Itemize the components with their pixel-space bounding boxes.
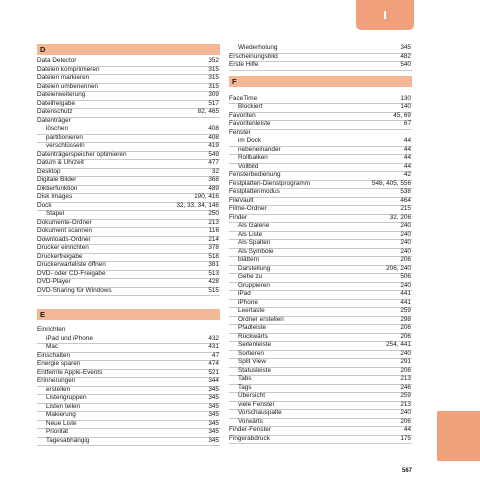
index-term: Fenster — [229, 128, 251, 136]
index-pages: 240 — [400, 239, 411, 246]
index-pages: 378 — [208, 244, 219, 251]
index-pages: 82, 465 — [197, 108, 219, 115]
index-pages: 45, 69 — [393, 111, 411, 119]
index-pages: 44 — [403, 154, 411, 161]
index-term: nebeneinander — [238, 145, 281, 153]
index-side-tab — [437, 411, 480, 461]
index-term: Festplattenmodus — [229, 188, 280, 195]
index-pages: 506 — [400, 273, 411, 280]
index-pages: 518 — [208, 252, 219, 260]
index-term: Finder-Fenster — [229, 426, 271, 433]
section-header — [229, 76, 412, 87]
index-term: Dateifreigabe — [37, 99, 76, 107]
index-term: DVD-Sharing für Windows — [37, 286, 112, 294]
index-term: Gehe zu — [238, 273, 263, 280]
index-term: Rollbalken — [238, 154, 268, 161]
index-pages: 408 — [208, 133, 219, 141]
index-term: Als Symbole — [238, 247, 274, 255]
index-term: Übersicht — [238, 392, 265, 399]
index-term: Erscheinungsbild — [229, 52, 278, 60]
index-term: Drucker einrichten — [37, 244, 89, 251]
index-term: Favoriten — [229, 111, 256, 119]
index-pages: 206 — [400, 417, 411, 425]
index-pages: 206 — [400, 366, 411, 374]
index-pages: 44 — [403, 137, 411, 144]
index-pages: 431 — [208, 343, 219, 350]
index-pages: 345 — [208, 385, 219, 393]
index-term: Darstellung — [238, 264, 271, 272]
index-term: Als Liste — [238, 230, 263, 238]
index-term: Druckerwarteliste öffnen — [37, 261, 106, 268]
index-pages: 259 — [400, 392, 411, 399]
index-pages: 419 — [208, 142, 219, 149]
index-pages: 246 — [400, 383, 411, 391]
index-term: iPhone — [238, 298, 258, 306]
index-pages: 309 — [208, 91, 219, 98]
index-term: Vorschauspalte — [238, 409, 282, 416]
index-term: verschlüsseln — [46, 142, 85, 149]
section-letter: E — [40, 310, 46, 319]
index-term: Energie sparen — [37, 360, 81, 367]
index-pages: 32, 206 — [389, 213, 411, 221]
index-term: DVD- oder CD-Freigabe — [37, 269, 106, 277]
index-pages: 213 — [208, 218, 219, 226]
index-pages: 42 — [403, 171, 411, 178]
index-term: Als Spalten — [238, 239, 271, 246]
index-pages: 240 — [400, 247, 411, 255]
index-pages: 345 — [208, 436, 219, 444]
index-term: Dateien markieren — [37, 74, 90, 81]
index-pages: 32 — [211, 167, 219, 175]
index-pages: 67 — [403, 120, 411, 127]
index-term: Rückwärts — [238, 332, 268, 340]
index-pages: 441 — [400, 290, 411, 297]
index-pages: 298 — [400, 315, 411, 323]
page-number: 567 — [402, 468, 413, 474]
index-pages: 345 — [400, 44, 411, 51]
index-term: Als Galerie — [238, 222, 270, 229]
index-pages: 190, 416 — [194, 193, 219, 200]
index-term: Data Detector — [37, 57, 77, 64]
index-term: Diktierfunktion — [37, 184, 78, 192]
index-pages: 206 — [400, 332, 411, 340]
index-term: löschen — [46, 125, 69, 132]
index-term: iPad — [238, 290, 251, 297]
index-pages: 345 — [208, 402, 219, 410]
index-term: Erste Hilfe — [229, 61, 259, 68]
index-pages: 540 — [400, 61, 411, 68]
index-pages: 47 — [211, 351, 219, 359]
index-term: Listen teilen — [46, 402, 81, 410]
index-pages: 44 — [403, 162, 411, 170]
index-term: Datenträger — [37, 116, 71, 124]
index-term: Datum & Uhrzeit — [37, 159, 84, 166]
index-term: Stapel — [46, 210, 65, 217]
index-pages: 515 — [208, 286, 219, 294]
index-entry — [229, 61, 412, 71]
index-pages: 521 — [208, 368, 219, 376]
index-term: Disk Images — [37, 193, 73, 200]
index-term: Tagesabhängig — [46, 436, 90, 444]
index-term: Downloads-Ordner — [37, 235, 91, 243]
index-entry — [229, 435, 412, 445]
index-pages: 432 — [208, 334, 219, 342]
index-term: Digitale Bilder — [37, 176, 77, 183]
index-pages: 464 — [400, 196, 411, 204]
index-term: Tags — [238, 383, 252, 391]
index-pages: 482 — [400, 52, 411, 60]
index-pages: 549 — [208, 150, 219, 158]
index-pages: 441 — [400, 298, 411, 306]
index-pages: 213 — [400, 400, 411, 408]
index-term: Seitenleiste — [238, 341, 272, 348]
index-pages: 130 — [400, 94, 411, 102]
index-term: Mac — [46, 343, 59, 350]
index-pages: 240 — [400, 230, 411, 238]
index-term: Entfernte Apple-Events — [37, 368, 103, 376]
index-term: blättern — [238, 256, 260, 263]
index-pages: 259 — [400, 307, 411, 314]
index-entry — [37, 287, 220, 297]
index-pages: 213 — [400, 375, 411, 382]
index-pages: 240 — [400, 409, 411, 416]
index-pages: 345 — [208, 394, 219, 401]
index-pages: 345 — [208, 411, 219, 418]
index-entry — [37, 117, 220, 126]
index-pages: 32, 33, 34, 146 — [176, 201, 219, 209]
index-pages: 548, 405, 556 — [371, 179, 411, 187]
index-pages: 214 — [208, 235, 219, 243]
section-letter: D — [40, 45, 46, 54]
index-pages: 215 — [400, 205, 411, 212]
index-term: Dateien komprimieren — [37, 65, 100, 73]
section-letter: F — [232, 76, 237, 86]
index-term: partitionieren — [46, 133, 83, 141]
index-pages: 206 — [400, 324, 411, 331]
index-pages: 254, 441 — [386, 341, 411, 348]
index-pages: 240 — [400, 281, 411, 289]
index-term: Blockiert — [238, 103, 263, 110]
index-pages: 44 — [403, 426, 411, 433]
index-pages: 344 — [208, 377, 219, 384]
index-pages: 140 — [400, 103, 411, 110]
index-pages: 206, 240 — [386, 264, 411, 272]
index-pages: 517 — [208, 99, 219, 107]
index-pages: 381 — [208, 261, 219, 268]
index-entry — [37, 326, 220, 335]
index-pages: 291 — [400, 358, 411, 365]
index-term: Wiederholung — [238, 44, 278, 51]
index-term: Fingerabdruck — [229, 434, 270, 442]
index-pages: 240 — [400, 349, 411, 357]
index-pages: 44 — [403, 145, 411, 153]
index-term: Ordner erstellen — [238, 315, 284, 323]
index-term: Listengruppen — [46, 394, 87, 401]
index-term: Gruppieren — [238, 281, 270, 289]
index-pages: 250 — [208, 210, 219, 217]
index-pages: 513 — [208, 269, 219, 277]
index-pages: 315 — [208, 65, 219, 73]
index-term: Makierung — [46, 411, 76, 418]
index-term: viele Fenster — [238, 400, 275, 408]
index-term: FileVault — [229, 196, 254, 204]
index-term: Dateien umbenennen — [37, 82, 99, 90]
index-term: Druckerfreigabe — [37, 252, 83, 260]
index-term: Filme-Ordner — [229, 205, 267, 212]
index-term: Statusleiste — [238, 366, 272, 374]
index-entry — [229, 129, 412, 138]
index-term: Einschalten — [37, 351, 71, 359]
section-header — [37, 44, 220, 55]
index-pages: 489 — [208, 184, 219, 192]
index-term: Dokument scannen — [37, 227, 93, 234]
index-term: Datenträgerspeicher optimieren — [37, 150, 127, 158]
index-pages: 408 — [208, 125, 219, 132]
index-term: Vollbild — [238, 162, 259, 170]
index-pages: 474 — [208, 360, 219, 367]
index-term: Neue Liste — [46, 419, 77, 427]
index-term: Dokumente-Ordner — [37, 218, 92, 226]
index-term: Dock — [37, 201, 52, 209]
index-term: Pfadleiste — [238, 324, 267, 331]
index-pages: 368 — [208, 176, 219, 183]
index-term: Dateierweiterung — [37, 91, 86, 98]
index-pages: 428 — [208, 278, 219, 285]
index-term: Fensterbedienung — [229, 171, 281, 178]
index-term: Erinnerungen — [37, 377, 76, 384]
index-term: Favoritenleiste — [229, 120, 271, 127]
chapter-tab-mark — [384, 11, 386, 19]
index-pages: 116 — [208, 227, 219, 234]
index-term: Sortieren — [238, 349, 264, 357]
index-pages: 345 — [208, 428, 219, 435]
index-pages: 477 — [208, 159, 219, 166]
index-pages: 175 — [400, 434, 411, 442]
index-term: FaceTime — [229, 94, 258, 102]
index-term: Split View — [238, 358, 266, 365]
index-term: Vorwärts — [238, 417, 263, 425]
section-header — [37, 309, 220, 320]
index-pages: 352 — [208, 57, 219, 64]
index-term: iPad und iPhone — [46, 334, 93, 342]
chapter-tab — [356, 0, 414, 30]
index-entry — [37, 437, 220, 447]
index-term: Einrichten — [37, 326, 66, 333]
index-term: im Dock — [238, 137, 262, 144]
index-pages: 538 — [400, 188, 411, 195]
index-term: erstellen — [46, 385, 71, 393]
index-pages: 206 — [400, 256, 411, 263]
index-pages: 345 — [208, 419, 219, 427]
index-pages: 315 — [208, 82, 219, 90]
index-term: Desktop — [37, 167, 61, 175]
index-term: DVD-Player — [37, 278, 71, 285]
index-term: Festplatten-Dienstprogramm — [229, 179, 310, 187]
index-term: Leertaste — [238, 307, 265, 314]
index-term: Tabs — [238, 375, 252, 382]
index-pages: 240 — [400, 222, 411, 229]
index-term: Datenschutz — [37, 108, 73, 115]
index-term: Priorität — [46, 428, 69, 435]
index-pages: 315 — [208, 74, 219, 81]
index-term: Finder — [229, 213, 248, 221]
